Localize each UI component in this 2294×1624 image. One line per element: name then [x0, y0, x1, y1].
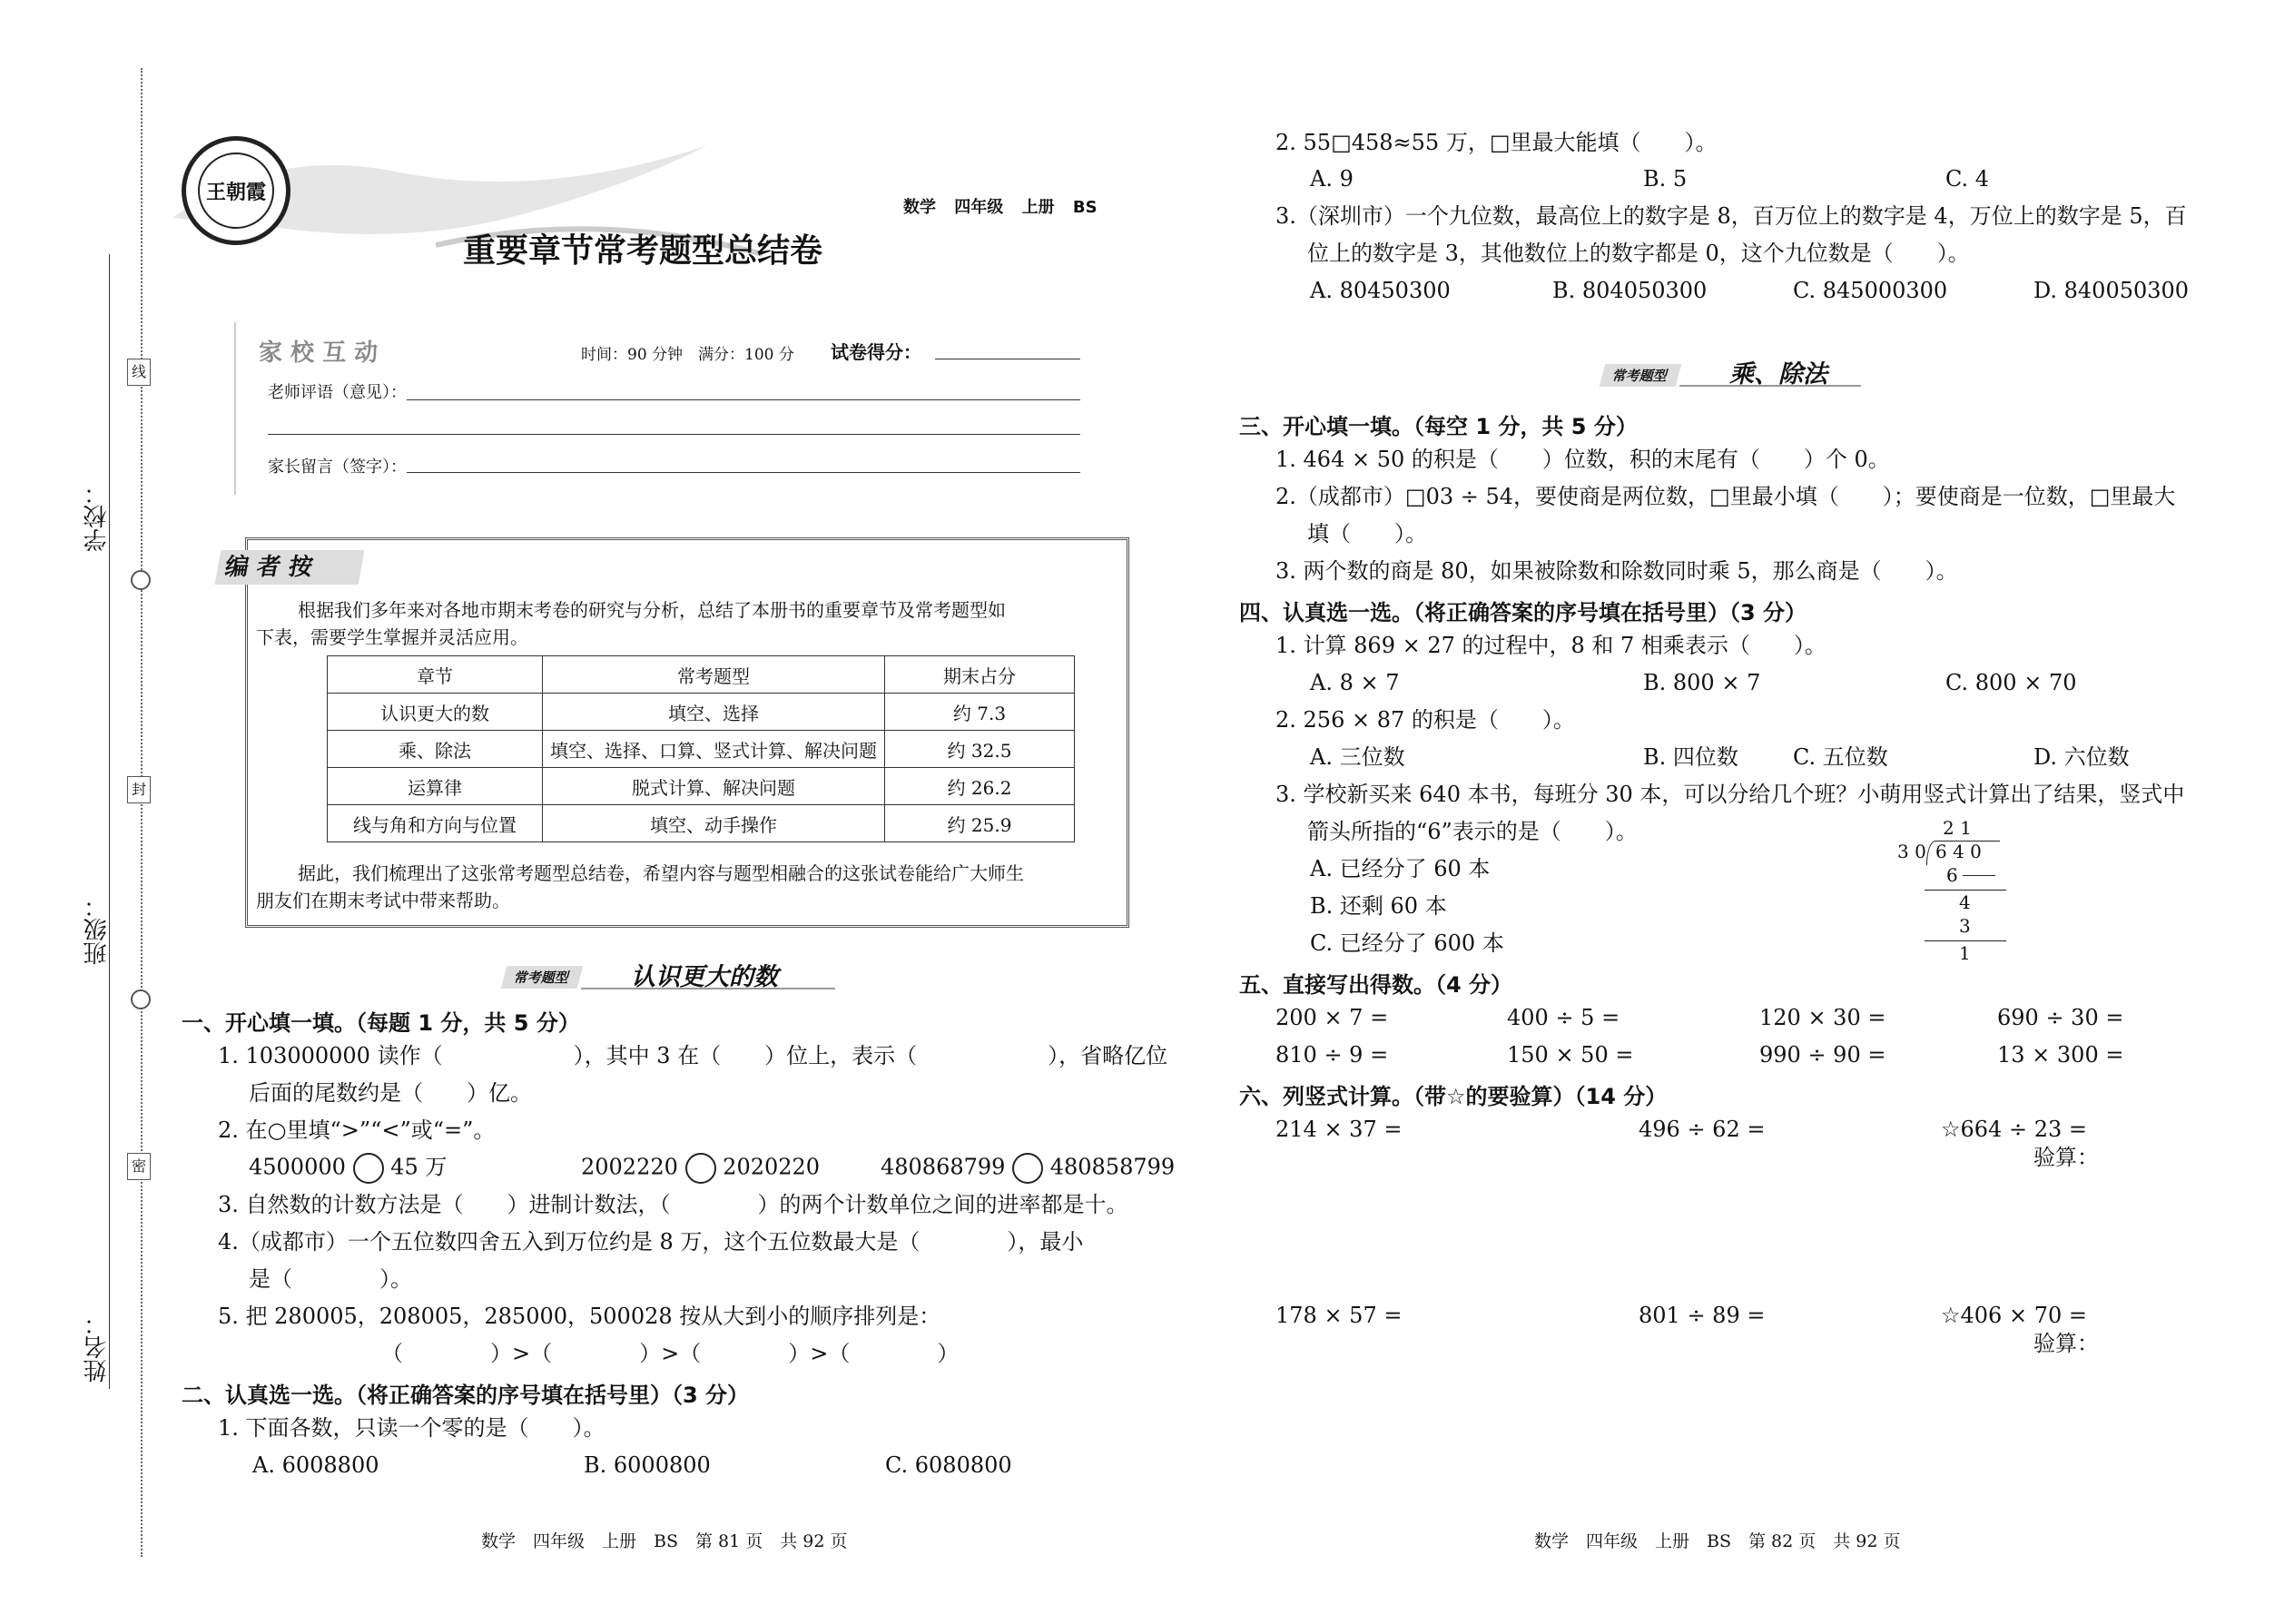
cut-mark-line: 线	[127, 359, 151, 386]
long-division-figure	[1897, 817, 2015, 962]
publisher-logo	[182, 136, 290, 245]
s2-q1: 1. 下面各数，只读一个零的是（ ）。	[218, 1415, 605, 1441]
editor-note-intro-2: 下表，需要学生掌握并灵活应用。	[256, 626, 528, 648]
s1-q2-compare-1	[249, 1153, 447, 1184]
table-header-cell: 常考题型	[543, 656, 885, 694]
compare-circle[interactable]	[685, 1153, 716, 1184]
table-cell: 认识更大的数	[328, 694, 543, 731]
compare-left: 480868799	[881, 1154, 1006, 1180]
s4-q1-opt-a: A. 8 × 7	[1310, 670, 1400, 695]
s4-q2: 2. 256 × 87 的积是（ ）。	[1275, 707, 1575, 733]
table-cell: 填空、选择	[543, 694, 885, 731]
s1-q2: 2. 在○里填“>”“<”或“=”。	[218, 1117, 496, 1143]
topic-arrow-line	[581, 988, 835, 989]
table-cell: 填空、动手操作	[543, 805, 885, 842]
page-title: 重要章节常考题型总结卷	[463, 232, 823, 270]
s5-item: 13 × 300 =	[1997, 1042, 2124, 1068]
s5-item: 810 ÷ 9 =	[1275, 1042, 1389, 1068]
topic-arrow-line	[1679, 385, 1861, 387]
school-label: 学校：	[84, 481, 111, 552]
table-row	[328, 768, 1075, 805]
topic-title-1: 认识更大的数	[631, 963, 778, 991]
s4-q3-line2: 箭头所指的“6”表示的是（ ）。	[1307, 819, 1638, 844]
division-quotient: 2 1	[1943, 817, 1972, 839]
section-3-title: 三、开心填一填。（每空 1 分，共 5 分）	[1239, 414, 1638, 439]
table-cell: 约 7.3	[885, 694, 1075, 731]
s4-q3-opt-c: C. 已经分了 600 本	[1310, 930, 1504, 956]
s2-q2-opt-c: C. 4	[1945, 166, 1990, 192]
s1-q3: 3. 自然数的计数方法是（ ）进制计数法，（ ）的两个计数单位之间的进率都是十。	[218, 1192, 1128, 1217]
table-cell: 运算律	[328, 768, 543, 805]
division-remainder-2: 1	[1959, 942, 1971, 964]
division-step-1: 6	[1946, 864, 1958, 886]
meta-grade: 四年级	[954, 198, 1004, 217]
compare-circle[interactable]	[353, 1153, 384, 1184]
s5-item: 400 ÷ 5 =	[1507, 1005, 1620, 1030]
binding-hole-icon	[131, 989, 151, 1009]
s2-q1-opt-c: C. 6080800	[885, 1452, 1012, 1478]
table-row	[328, 731, 1075, 768]
binding-solid-line	[109, 254, 110, 1389]
compare-circle[interactable]	[1012, 1153, 1043, 1184]
s6-check-label: 验算：	[2033, 1331, 2099, 1356]
s5-item: 990 ÷ 90 =	[1759, 1042, 1886, 1068]
table-cell: 脱式计算、解决问题	[543, 768, 885, 805]
s2-q3-opt-b: B. 804050300	[1552, 278, 1708, 303]
footer-right: 数学 四年级 上册 BS 第 82 页 共 92 页	[1534, 1531, 1901, 1551]
s6-item: 178 × 57 =	[1275, 1303, 1403, 1328]
compare-right: 2020220	[723, 1154, 821, 1180]
s5-item: 690 ÷ 30 =	[1997, 1005, 2124, 1030]
editor-note-heading: 编 者 按	[215, 550, 365, 585]
division-step-2: 3	[1959, 915, 1971, 937]
topic-tag: 常考题型	[1600, 364, 1682, 387]
s1-q4-line2: 是（ ）。	[249, 1266, 412, 1292]
logo-text: 王朝霞	[205, 180, 266, 204]
s1-q5: 5. 把 280005，208005，285000，500028 按从大到小的顺序排列是：	[218, 1304, 941, 1329]
s1-q2-compare-2	[581, 1153, 820, 1184]
binding-hole-icon	[131, 570, 151, 590]
footer-left: 数学 四年级 上册 BS 第 81 页 共 92 页	[481, 1531, 848, 1551]
section-6-title: 六、列竖式计算。（带☆的要验算）（14 分）	[1239, 1084, 1668, 1109]
teacher-comment-field[interactable]	[407, 399, 1080, 400]
division-line	[1925, 890, 2006, 891]
s5-item: 120 × 30 =	[1759, 1005, 1886, 1030]
s2-q1-opt-b: B. 6000800	[584, 1452, 711, 1478]
parent-comment-label: 家长留言（签字）：	[268, 458, 407, 477]
compare-right: 45 万	[390, 1154, 448, 1180]
topic-tag: 常考题型	[501, 966, 584, 989]
meta-subject: 数学	[903, 198, 936, 217]
s2-q2-opt-b: B. 5	[1643, 166, 1688, 192]
s4-q2-opt-d: D. 六位数	[2033, 744, 2130, 770]
time-score: 时间：90 分钟 满分：100 分	[581, 346, 794, 364]
s6-item: 496 ÷ 62 =	[1639, 1117, 1766, 1142]
editor-note-outro-1: 据此，我们梳理出了这张常考题型总结卷，希望内容与题型相融合的这张试卷能给广大师生	[298, 862, 1024, 884]
section-4-title: 四、认真选一选。（将正确答案的序号填在括号里）（3 分）	[1239, 600, 1807, 625]
table-header-cell: 章节	[328, 656, 543, 694]
s2-q2: 2. 55□458≈55 万，□里最大能填（ ）。	[1275, 130, 1718, 155]
s2-q3-opt-c: C. 845000300	[1793, 278, 1948, 303]
logo-inner-ring	[198, 153, 274, 229]
name-label: 姓名：	[84, 1312, 111, 1383]
s4-q3-line1: 3. 学校新买来 640 本书，每班分 30 本，可以分给几个班？小萌用竖式计算出了结果，竖式中	[1275, 782, 2185, 807]
s5-item: 200 × 7 =	[1275, 1005, 1389, 1030]
s3-q3: 3. 两个数的商是 80，如果被除数和除数同时乘 5，那么商是（ ）。	[1275, 558, 1958, 584]
division-arrow-icon	[1963, 875, 1995, 876]
s4-q3-opt-a: A. 已经分了 60 本	[1310, 856, 1491, 881]
teacher-comment-field-2[interactable]	[268, 434, 1080, 435]
editor-note-intro-1: 根据我们多年来对各地市期末考卷的研究与分析，总结了本册书的重要章节及常考题型如	[298, 599, 1006, 621]
division-divisor: 3 0	[1897, 841, 1926, 862]
s4-q1-opt-b: B. 800 × 7	[1643, 670, 1761, 695]
s5-item: 150 × 50 =	[1507, 1042, 1634, 1068]
home-school-label: 家 校 互 动	[259, 340, 379, 367]
table-header-cell: 期末占分	[885, 656, 1075, 694]
compare-left: 2002220	[581, 1154, 678, 1180]
table-cell: 填空、选择、口算、竖式计算、解决问题	[543, 731, 885, 768]
s2-q3-opt-d: D. 840050300	[2033, 278, 2190, 303]
meta-tags	[903, 194, 1098, 218]
editor-note-outro-2: 朋友们在期末考试中带来帮助。	[256, 890, 510, 911]
s2-q3-line2: 位上的数字是 3，其他数位上的数字都是 0，这个九位数是（ ）。	[1307, 241, 1970, 266]
cut-mark-secret: 密	[127, 1153, 151, 1180]
s6-item: ☆664 ÷ 23 =	[1941, 1117, 2087, 1142]
meta-volume: 上册	[1021, 198, 1055, 217]
division-remainder-1: 4	[1959, 891, 1971, 913]
table-header-row	[328, 656, 1075, 694]
compare-left: 4500000	[249, 1154, 346, 1180]
s2-q1-opt-a: A. 6008800	[252, 1452, 379, 1478]
s4-q3-opt-b: B. 还剩 60 本	[1310, 893, 1447, 919]
s3-q2-line2: 填（ ）。	[1307, 521, 1427, 546]
division-line	[1925, 940, 2006, 941]
s2-q3-opt-a: A. 80450300	[1310, 278, 1451, 303]
s1-q1-line1: 1. 103000000 读作（ ），其中 3 在（ ）位上，表示（ ），省略亿位	[218, 1043, 1168, 1068]
s4-q1: 1. 计算 869 × 27 的过程中，8 和 7 相乘表示（ ）。	[1275, 633, 1826, 658]
s4-q2-opt-a: A. 三位数	[1310, 744, 1405, 770]
s6-item: ☆406 × 70 =	[1941, 1303, 2087, 1328]
class-label: 班级：	[84, 894, 111, 965]
s6-check-label: 验算：	[2033, 1145, 2099, 1170]
s2-q3-line1: 3.（深圳市）一个九位数，最高位上的数字是 8，百万位上的数字是 4，万位上的数字是 5，百	[1275, 203, 2187, 229]
s1-q4-line1: 4.（成都市）一个五位数四舍五入到万位约是 8 万，这个五位数最大是（ ），最小	[218, 1229, 1084, 1255]
table-cell: 约 25.9	[885, 805, 1075, 842]
division-dividend: 6 4 0	[1935, 841, 1982, 862]
s1-q1-line2: 后面的尾数约是（ ）亿。	[249, 1080, 532, 1106]
s2-q2-opt-a: A. 9	[1310, 166, 1354, 192]
table-cell: 约 32.5	[885, 731, 1075, 768]
table-cell: 乘、除法	[328, 731, 543, 768]
table-cell: 线与角和方向与位置	[328, 805, 543, 842]
section-5-title: 五、直接写出得数。（4 分）	[1239, 972, 1513, 998]
s3-q2-line1: 2.（成都市）□03 ÷ 54，要使商是两位数，□里最小填（ ）；要使商是一位数，□里最大	[1275, 484, 2176, 509]
section-2-title: 二、认真选一选。（将正确答案的序号填在括号里）（3 分）	[182, 1383, 750, 1408]
score-label: 试卷得分：	[831, 341, 921, 363]
chapter-table	[327, 655, 1075, 842]
section-1-title: 一、开心填一填。（每题 1 分，共 5 分）	[182, 1010, 580, 1036]
s1-q5-answer: （ ）>（ ）>（ ）>（ ）	[381, 1341, 960, 1366]
s6-item: 801 ÷ 89 =	[1639, 1303, 1766, 1328]
cut-mark-seal: 封	[127, 776, 151, 803]
s4-q1-opt-c: C. 800 × 70	[1945, 670, 2077, 695]
compare-right: 480858799	[1049, 1154, 1176, 1180]
table-row	[328, 805, 1075, 842]
s6-item: 214 × 37 =	[1275, 1117, 1403, 1142]
meta-edition: BS	[1072, 198, 1098, 217]
topic-title-2: 乘、除法	[1729, 360, 1827, 389]
s3-q1: 1. 464 × 50 的积是（ ）位数，积的末尾有（ ）个 0。	[1275, 447, 1890, 472]
binding-dotted-line	[141, 68, 143, 1557]
table-cell: 约 26.2	[885, 768, 1075, 805]
s4-q2-opt-b: B. 四位数	[1643, 744, 1738, 770]
parent-comment-field[interactable]	[407, 472, 1080, 473]
s4-q2-opt-c: C. 五位数	[1793, 744, 1888, 770]
table-row	[328, 694, 1075, 731]
s1-q2-compare-3	[881, 1153, 1175, 1184]
teacher-comment-label: 老师评语（意见）：	[268, 383, 407, 402]
